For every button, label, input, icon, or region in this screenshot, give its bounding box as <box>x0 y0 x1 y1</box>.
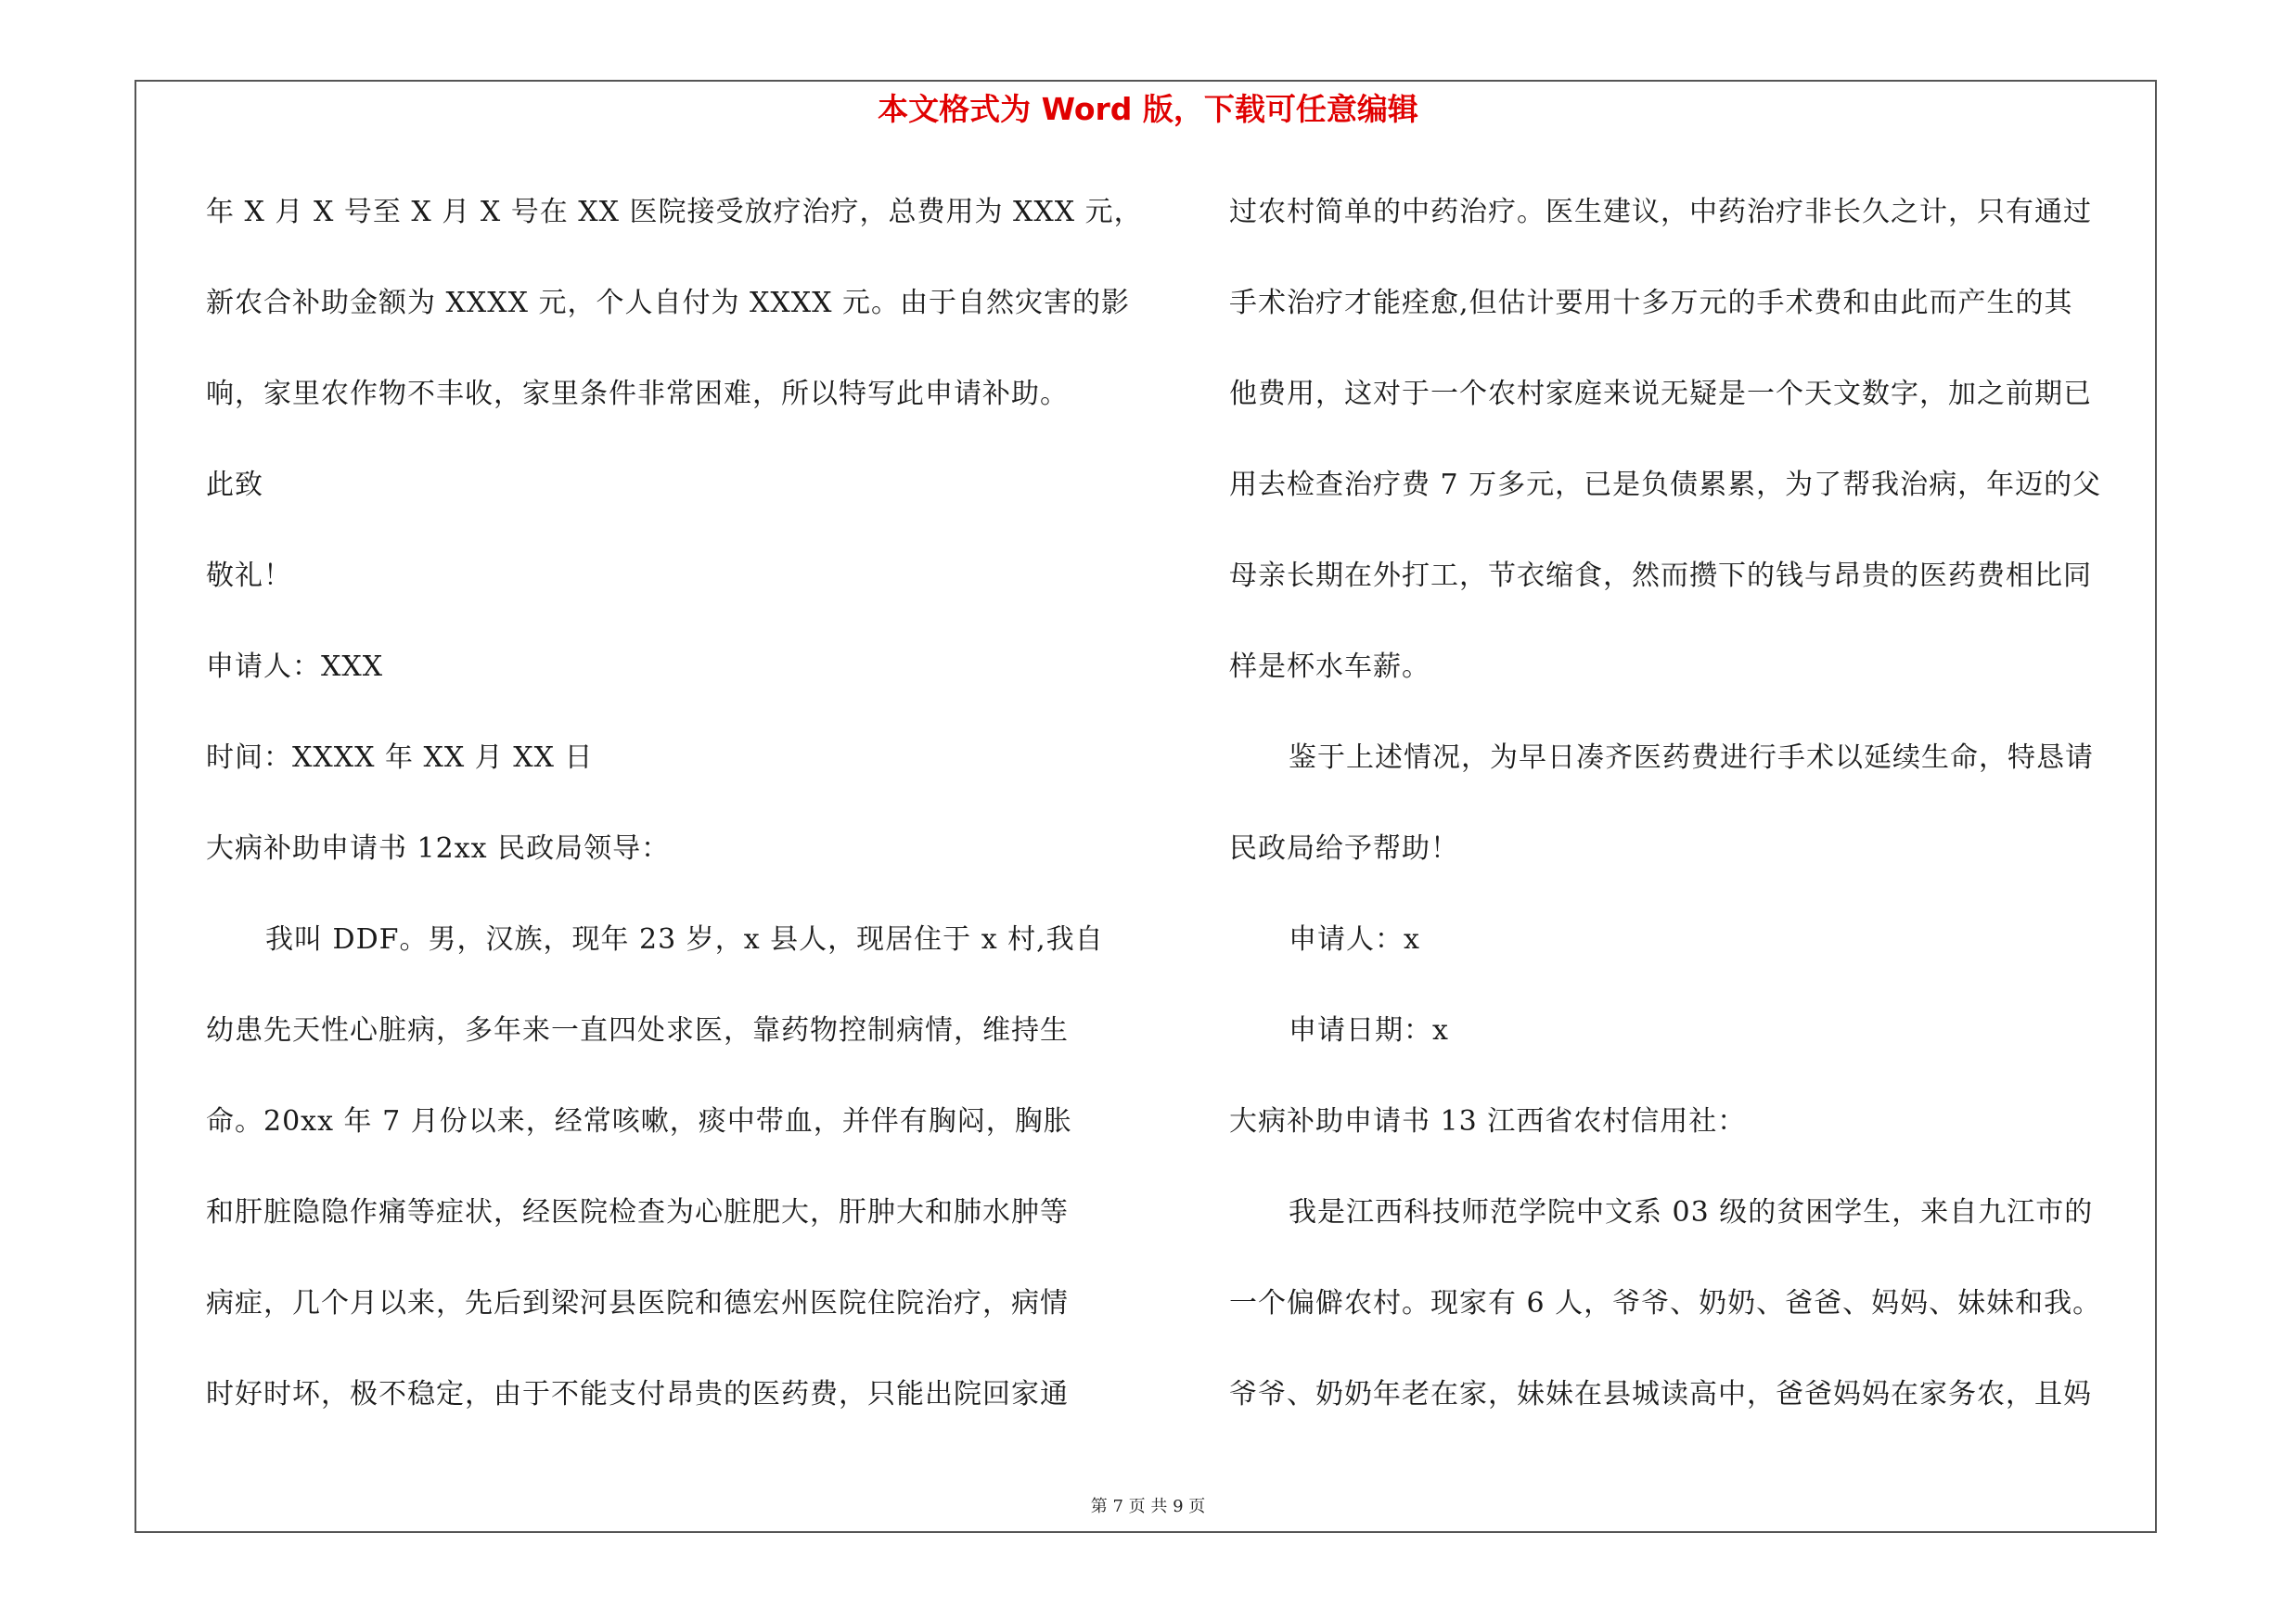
text-line: 母亲长期在外打工，节衣缩食，然而攒下的钱与昂贵的医药费相比同 <box>1229 560 2092 592</box>
closing-salutation: 此致 <box>206 469 263 501</box>
text-line: 用去检查治疗费 7 万多元，已是负债累累，为了帮我治病，年迈的父 <box>1229 469 2102 501</box>
text-line: 民政局给予帮助！ <box>1229 832 1459 865</box>
date-line: 申请日期：x <box>1289 1014 1449 1047</box>
text-line: 样是杯水车薪。 <box>1229 650 1430 683</box>
text-line: 爷爷、奶奶年老在家，妹妹在县城读高中，爸爸妈妈在家务农，且妈 <box>1229 1378 2092 1410</box>
text-line: 他费用，这对于一个农村家庭来说无疑是一个天文数字，加之前期已 <box>1229 378 2092 410</box>
text-line: 病症，几个月以来，先后到梁河县医院和德宏州医院住院治疗，病情 <box>206 1287 1069 1320</box>
text-line: 鉴于上述情况，为早日凑齐医药费进行手术以延续生命，特恳请 <box>1289 741 2094 774</box>
text-line: 响，家里农作物不丰收，家里条件非常困难，所以特写此申请补助。 <box>206 378 1069 410</box>
date-line: 时间：XXXX 年 XX 月 XX 日 <box>206 741 594 774</box>
text-line: 过农村简单的中药治疗。医生建议，中药治疗非长久之计，只有通过 <box>1229 196 2092 228</box>
page-number: 第 7 页 共 9 页 <box>1090 1497 1206 1516</box>
text-line: 命。20xx 年 7 月份以来，经常咳嗽，痰中带血，并伴有胸闷，胸胀 <box>206 1105 1072 1138</box>
text-line: 年 X 月 X 号至 X 月 X 号在 XX 医院接受放疗治疗，总费用为 XXX 元， <box>206 196 1143 228</box>
text-line: 我是江西科技师范学院中文系 03 级的贫困学生，来自九江市的 <box>1289 1196 2094 1229</box>
header-banner: 本文格式为 Word 版，下载可任意编辑 <box>878 91 1418 127</box>
right-column <box>1229 181 2166 1454</box>
text-line: 和肝脏隐隐作痛等症状，经医院检查为心脏肥大，肝肿大和肺水肿等 <box>206 1196 1069 1229</box>
text-line: 幼患先天性心脏病，多年来一直四处求医，靠药物控制病情，维持生 <box>206 1014 1069 1047</box>
text-line: 时好时坏，极不稳定，由于不能支付昂贵的医药费，只能出院回家通 <box>206 1378 1069 1410</box>
text-line: 一个偏僻农村。现家有 6 人，爷爷、奶奶、爸爸、妈妈、妹妹和我。 <box>1229 1287 2102 1320</box>
closing-regards: 敬礼！ <box>206 560 292 592</box>
section-heading: 大病补助申请书 13 江西省农村信用社： <box>1229 1105 1747 1138</box>
section-heading: 大病补助申请书 12xx 民政局领导： <box>206 832 671 865</box>
applicant-line: 申请人：XXX <box>206 650 384 683</box>
text-line: 新农合补助金额为 XXXX 元，个人自付为 XXXX 元。由于自然灾害的影 <box>206 287 1131 319</box>
text-line: 我叫 DDF。男，汉族，现年 23 岁，x 县人，现居住于 x 村,我自 <box>265 923 1104 956</box>
text-line: 手术治疗才能痊愈,但估计要用十多万元的手术费和由此而产生的其 <box>1229 287 2073 319</box>
applicant-line: 申请人：x <box>1289 923 1420 956</box>
left-column <box>206 181 1171 1454</box>
